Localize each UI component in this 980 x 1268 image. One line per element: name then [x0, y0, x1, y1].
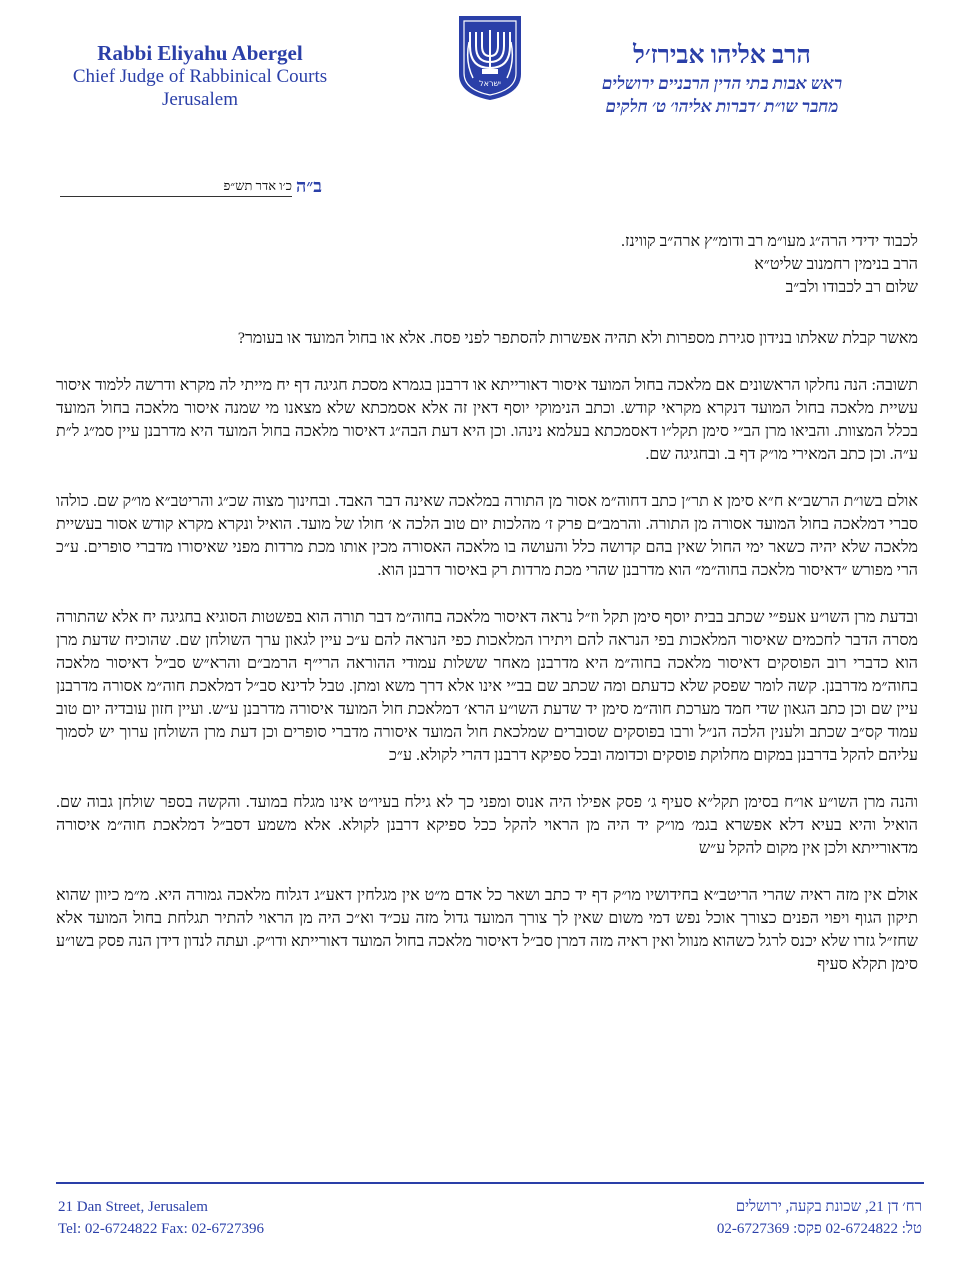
body-paragraph: והנה מרן השו״ע או״ח בסימן תקל״א סעיף ג׳ פסק אפילו היה אנוס ומפני כך לא גילח בעיו״ט אינו מגלח במועד. והקשה בספר שולחן גבוה שם. הואיל והיא בעיא דלא אפשרא בגמ׳ מו״ק יד היה מן הראוי להקל ככל ספיקא דרבנן לקולא. אלא משמע דסב״ל דמלאכת חוה״מ איסורה מדאורייתא ולכן אין מקום להקל ע״ש	[56, 794, 918, 857]
body-paragraph: אולם אין מזה ראיה שהרי הריטב״א בחידושיו מו״ק דף יד כתב ושאר כל אדם מ״ט אין מגלחין דאע״ג דגלוח מלאכה גמורה היא. מ״מ כיוון שהוא תיקון הגוף ויפוי הפנים כצורך אוכל נפש דמי משום שאין לך צורך המועד גדול מזה עכ״ד וא״כ היה מן הראוי להתיר תגלחת בחול המועד אלא שחז״ל גזרו שלא יכנס לרגל כשהוא מנוול ואין ראיה מזה דמרן סב״ל דאיסור מלאכה בחול המועד דאורייתא ודו״ק. ועתה לנדון דידן הנה פסק בשו״ע סימן תקלא סעיף	[56, 887, 918, 973]
letterhead-english	[40, 42, 360, 111]
besiyata-dishmaya-mark: ב״ה	[296, 176, 322, 196]
rabbi-books-hebrew: מחבר שו״ת ׳דברות אליהו׳ ט׳ חלקים	[605, 97, 839, 116]
footer-address-english: 21 Dan Street, Jerusalem	[58, 1199, 208, 1215]
footer-address-hebrew: רח׳ דן 21, שכונת בקעה, ירושלים	[735, 1199, 922, 1215]
letter-date: כ׳ו אדר תש״פ	[60, 178, 292, 197]
body-paragraph: אולם בשו״ת הרשב״א ח״א סימן א תר״ן כתב דחוה״מ אסור מן התורה במלאכה שאינה דבר האבד. ובחינוך מצוה שכ״ג והריטב״א מו״ק שם. כולהו סברי דמלאכה בחול המועד אסורה מן התורה. והרמב״ם פרק ז׳ מהלכות יום טוב הלכה א׳ חולו של מועד. הואיל ונקרא מקרא קודש אסור בעשיית מלאכה שלא יהיה כשאר ימי החול שאין בהם קדושה כלל והעושה בו מלאכה האסורה מכין אותו מכת מרדות מפני שאיסורו מדברי סופרים. ע״כ הרי מפורש ״דאיסור מלאכה בחוה״מ״ הוא מדרבנן שהרי מכת מרדות רק באיסור דרבנן הוא.	[56, 493, 918, 579]
footer-divider	[56, 1182, 924, 1184]
addressee-line: שלום רב לכבודו ולב״ב	[785, 279, 918, 296]
addressee-line: לכבוד ידידי הרה״ג מעו״מ רב ודומ״ץ ארה״ב קווינז.	[620, 233, 918, 250]
body-paragraph: תשובה: הנה נחלקו הראשונים אם מלאכה בחול המועד איסור דאורייתא או דרבנן בגמרא מסכת חגיגה דף יח מייתי לה מקרא ודרשה ללמוד איסור עשיית מלאכה בחול המועד דנקרא מקראי קודש. וכתב הנימוקי יוסף דאין זה אלא אסמכתא שלא מצאנו מי שמנה איסור מלאכה בחול המועד בכלל המצוות. והביאו מרן הב״י סימן תקל״ו דאסמכתא בעלמא נינהו. וכן היא דעת הבה״ג דאיסור מלאכה בחול המועד היא מדרבנן עיין סמ״ג ל״ת ע״ה. וכן כתב המאירי מו״ק דף ב. ובחגיגה שם.	[56, 377, 918, 463]
footer-english	[58, 1196, 264, 1240]
emblem-caption: ישראל	[479, 79, 501, 88]
letterhead-hebrew	[512, 40, 932, 118]
body-paragraph: ובדעת מרן השו״ע אעפ״י שכתב בבית יוסף סימן תקל וז״ל נראה דאיסור מלאכה בחוה״מ דבר תורה הוא בפשטות הסוגיא בחגיגה יח אלא שהתורה מסרה הדבר לחכמים שאיסור המלאכות בפי הנראה להם ויתירו המלאכות כפי הנראה להם ע״כ עיין לגאון ערך השולחן שם. שהוכיח שדעת מרן הוא כדברי רוב הפוסקים דאיסור מלאכה בחוה״מ היא מדרבנן מאחר ששלות עמודי ההוראה הרי״ף הרמב״ם והרא״ש סב״ל דאיסור מלאכה בחוה״מ מדרבנן. קשה לומר שפסק שלא כדעתם ומה שכתב שם בב״י אינו אלא דרך משא ומתן. טבל לדינא סב״ל דמלאכת חוה״מ אסורה מדרבנן עיין שם וכן כתב הגאון שדי חמד מערכת חוה״מ סימן יד שדעת השו״ע הרא׳ דמלאכת חול המועד איסורה מדרבנן ע״ש. ועיין חזון עובדיה יום טוב עמוד קס״ב שכתב ולענין הלכה הנ״ל ורבו בפוסקים שסוברים שמלכאת חול המועד איסורה מדברי סופרים וכן דעת מרן השולחן ערוך יש לסמוך עליהם להקל בדרבנן במקום מחלוקת פוסקים וכדומה ובכל ספיקא דרבנן דהרי לקולא. ע״כ	[56, 609, 918, 764]
footer-phone-hebrew: טל: 02-6724822 פקס: 02-6727369	[716, 1221, 922, 1237]
body-paragraph: מאשר קבלת שאלתו בנידון סגירת מספרות ולא תהיה אפשרות להסתפר לפני פסח. אלא או בחול המועד או בעומר?	[237, 330, 918, 347]
addressee-line: הרב בנימין רחמנוב שליט״א	[754, 256, 918, 273]
rabbi-city-english: Jerusalem	[162, 89, 238, 110]
rabbi-title-english: Chief Judge of Rabbinical Courts	[72, 66, 328, 87]
footer-hebrew	[717, 1196, 922, 1240]
rabbi-title-hebrew: ראש אבות בתי הדין הרבניים ירושלים	[601, 74, 843, 93]
addressee-block	[56, 230, 918, 299]
rabbi-name-english: Rabbi Eliyahu Abergel	[97, 41, 303, 65]
letter-body	[56, 230, 918, 1000]
footer-phone-english: Tel: 02-6724822 Fax: 02-6727396	[58, 1221, 265, 1237]
rabbi-name-hebrew: הרב אליהו אבירז׳ל	[633, 42, 811, 69]
